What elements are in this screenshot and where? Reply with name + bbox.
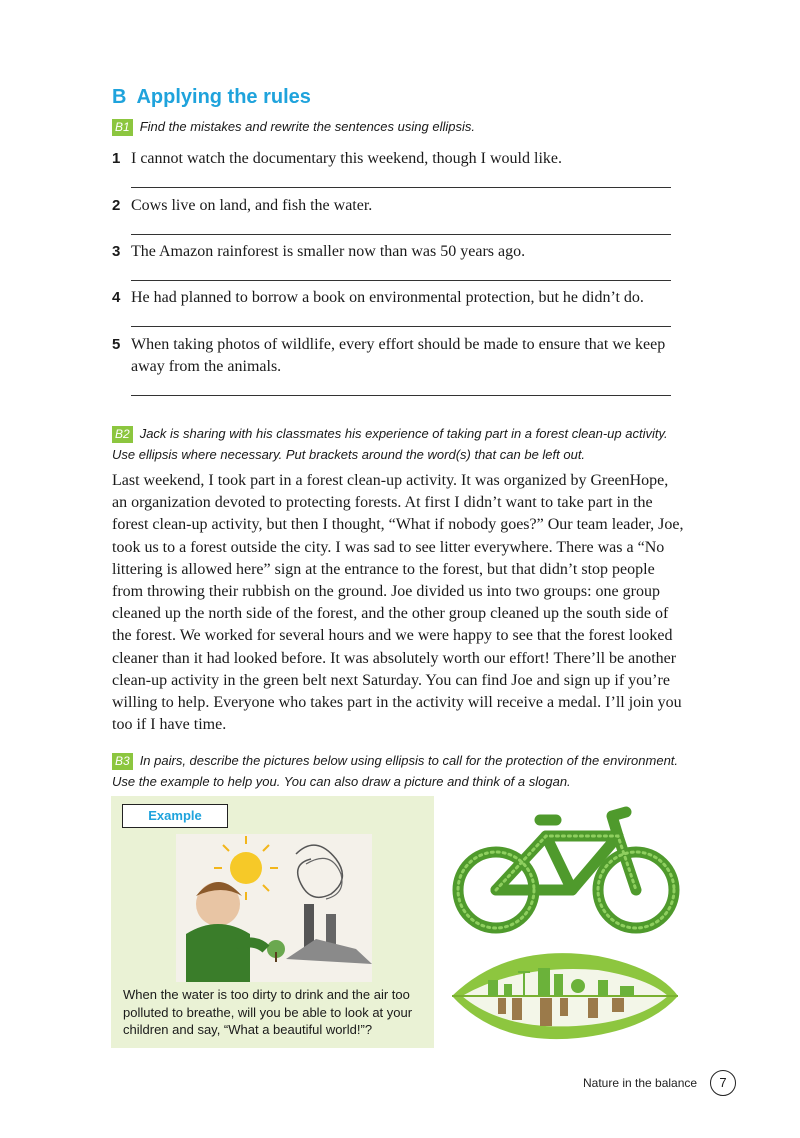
answer-line[interactable] xyxy=(131,326,671,327)
answer-line[interactable] xyxy=(131,187,671,188)
answer-line[interactable] xyxy=(131,395,671,396)
b1-item-number: 2 xyxy=(112,197,121,214)
b2-passage: Last weekend, I took part in a forest clean-up activity. It was organized by GreenHope, an organization devoted to protecting forests. At first I didn’t want to take part in the forest clean-up activity, but then I thought, “What if nobody goes?” Our team leader, Joe, took us to a forest outside the city. I was sad to see litter everywhere. There was a “No littering is allowed here” sign at the entrance to the forest, but that didn’t stop people from throwing their rubbish on the ground. Joe divided us into two groups: one group cleaned up the north side of the forest, and the other group cleaned up the south side of the forest. We worked for several hours and we were happy to see that the forest looked cleaner than it had looked before. It was absolutely worth our effort! There’ll be another clean-up activity in the green belt next Saturday. You can find Joe and sign up if you’re willing to help. Everyone who takes part in the activity will receive a medal. I’ll join you too if I have time. xyxy=(112,472,684,734)
b3-instruction: In pairs, describe the pictures below using ellipsis to call for the protection of the environment. Use the example to help you. You can also draw a picture and think of a slogan. xyxy=(112,753,679,789)
b1-item-text: I cannot watch the documentary this weekend, though I would like. xyxy=(131,150,562,167)
b1-badge: B1 xyxy=(112,119,133,136)
b1-item-number: 5 xyxy=(112,336,121,353)
b1-instruction-row xyxy=(112,119,712,136)
b2-badge: B2 xyxy=(112,426,133,443)
b1-item-text: The Amazon rainforest is smaller now than was 50 years ago. xyxy=(131,243,526,260)
example-label: Example xyxy=(122,804,228,828)
leaf-city-image xyxy=(448,946,682,1048)
b1-instruction: Find the mistakes and rewrite the sentences using ellipsis. xyxy=(139,119,475,134)
b1-item-text: Cows live on land, and fish the water. xyxy=(131,197,373,214)
example-caption: When the water is too dirty to drink and the air too polluted to breathe, will you be able to look at your children and say, “What a beautiful world!”? xyxy=(123,987,413,1037)
b3-instruction-row xyxy=(112,750,682,792)
footer-unit-title: Nature in the balance xyxy=(583,1076,698,1090)
page-number: 7 xyxy=(710,1070,736,1096)
b2-instruction: Jack is sharing with his classmates his experience of taking part in a forest clean-up activity. Use ellipsis where necessary. Put brackets around the word(s) that can be left out. xyxy=(112,426,668,462)
b1-item-text: When taking photos of wildlife, every effort should be made to ensure that we keep away from the animals. xyxy=(131,336,666,375)
section-letter: B xyxy=(112,86,127,108)
section-title xyxy=(112,86,311,109)
answer-line[interactable] xyxy=(131,234,671,235)
b1-item-number: 3 xyxy=(112,243,121,260)
b1-item-number: 1 xyxy=(112,150,121,167)
answer-line[interactable] xyxy=(131,280,671,281)
boy-drawing-photo xyxy=(176,834,372,982)
section-heading: Applying the rules xyxy=(136,86,311,108)
b3-badge: B3 xyxy=(112,753,133,770)
grass-bicycle-image xyxy=(448,806,684,938)
b1-item-text: He had planned to borrow a book on environmental protection, but he didn’t do. xyxy=(131,289,644,306)
b2-instruction-row xyxy=(112,423,682,465)
b1-item-number: 4 xyxy=(112,289,121,306)
